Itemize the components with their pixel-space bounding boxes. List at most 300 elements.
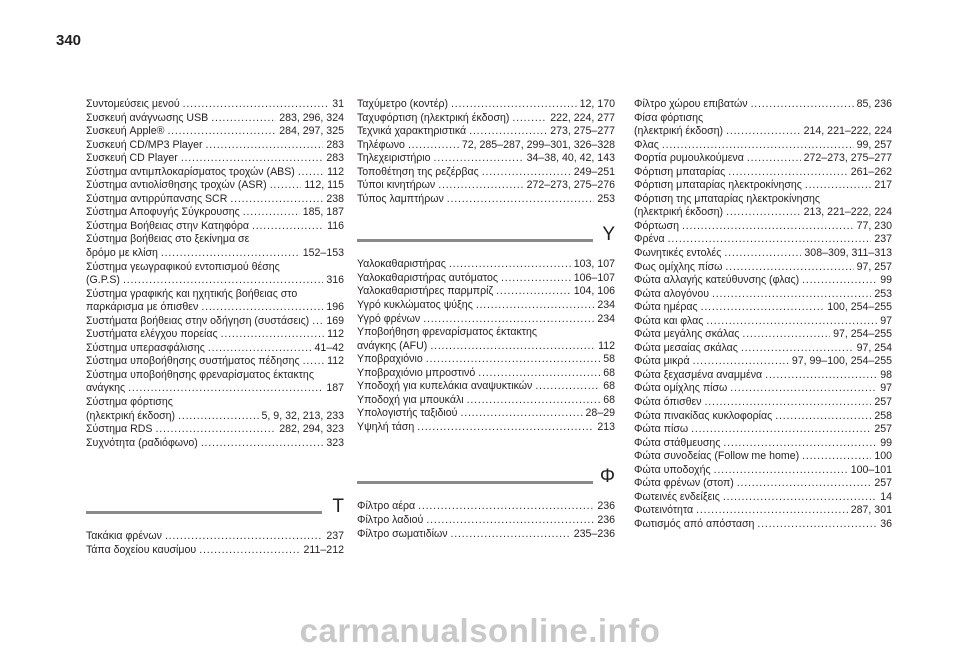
entry-pages: 104, 106 [573, 285, 615, 298]
entry-term: Σύστημα υπερασφάλισης [86, 341, 205, 354]
entry-pages: 236 [597, 500, 615, 513]
dot-leader [805, 179, 871, 193]
entry-term: (ηλεκτρική έκδοση) [634, 125, 724, 138]
entry-pages: 77, 230 [856, 219, 892, 232]
index-entry [357, 380, 615, 394]
entry-term: Φώτα μικρά [634, 355, 690, 368]
dot-leader [183, 98, 330, 112]
dot-leader [691, 423, 871, 437]
index-entry [634, 152, 892, 166]
section-header-t [86, 482, 344, 530]
dot-leader [737, 477, 872, 491]
dot-leader [206, 139, 324, 153]
index-entry [86, 166, 344, 180]
dot-leader [535, 380, 600, 394]
entry-pages: 85, 236 [856, 98, 892, 110]
entry-pages: 103, 107 [573, 258, 615, 271]
dot-leader [156, 423, 277, 437]
entry-pages: 185, 187 [302, 206, 344, 219]
entry-pages: 36 [880, 517, 892, 530]
entry-term: Υπολογιστής ταξιδιού [357, 407, 458, 420]
index-entry [357, 258, 615, 272]
section-letter: T [332, 496, 344, 518]
dot-leader [682, 220, 854, 234]
entry-term: Σύστημα αντιρρύπανσης SCR [86, 192, 228, 205]
entry-pages: 273, 275–277 [550, 125, 615, 138]
index-entry [634, 355, 892, 369]
page-number: 340 [56, 32, 82, 49]
index-entry [357, 313, 615, 327]
index-entry [357, 152, 615, 166]
entry-line: Φίσα φόρτισης [634, 111, 704, 124]
index-entry [634, 274, 892, 288]
index-entry [634, 301, 892, 315]
dot-leader [476, 299, 595, 313]
entry-pages: 97, 99–100, 254–255 [791, 355, 892, 368]
dot-leader [423, 313, 594, 327]
dot-leader [467, 394, 601, 408]
index-entry [86, 382, 344, 396]
dot-leader [460, 407, 582, 421]
entry-pages: 97, 257 [856, 260, 892, 273]
entry-term: Ταχυφόρτιση (ηλεκτρική έκδοση) [357, 111, 510, 124]
entry-term: Φως ομίχλης πίσω [634, 260, 723, 273]
entry-term: παρκάρισμα με όπισθεν [86, 301, 199, 314]
index-entry [86, 98, 344, 112]
index-entry [86, 328, 344, 342]
index-entry [86, 342, 344, 356]
index-column-1 [86, 98, 344, 557]
section-header-y [357, 210, 615, 258]
entry-pages: 213 [597, 420, 615, 433]
entry-term: Φλας [634, 138, 659, 151]
dot-leader [765, 369, 877, 383]
index-entry [86, 139, 344, 153]
entry-term: Φωτεινότητα [634, 504, 694, 517]
index-entry [634, 315, 892, 329]
entry-term: Φίλτρο χώρου επιβατών [634, 98, 748, 110]
index-entry [357, 514, 615, 528]
watermark: carmanualsonline.info [299, 612, 661, 649]
dot-leader [451, 528, 571, 542]
dot-leader [726, 206, 801, 220]
index-entry [357, 112, 615, 126]
entry-term: (ηλεκτρική έκδοση) [634, 206, 724, 219]
entry-line: Φόρτιση της μπαταρίας ηλεκτροκίνησης [634, 192, 821, 205]
entry-pages: 28–29 [585, 407, 615, 420]
entry-pages: 97 [880, 382, 892, 395]
entry-term: Ταχύμετρο (κοντέρ) [357, 98, 449, 110]
entry-term: Συστήματα ελέγχου πορείας [86, 328, 218, 341]
dot-leader [208, 342, 312, 356]
entry-pages: 68 [603, 366, 615, 379]
entry-term: Φωτεινές ενδείξεις [634, 490, 720, 503]
index-entry [86, 112, 344, 126]
index-entry [357, 272, 615, 286]
entry-pages: 234 [597, 312, 615, 325]
dot-leader [312, 315, 323, 329]
index-entry [634, 206, 892, 220]
index-entry [86, 193, 344, 207]
dot-leader [696, 504, 848, 518]
entry-pages: 283 [326, 152, 344, 165]
entry-term: Υποδοχή για κυπελάκια αναψυκτικών [357, 380, 533, 393]
entry-pages: 211–212 [303, 543, 344, 556]
entry-pages: 112 [598, 339, 615, 352]
entry-pages: 284, 297, 325 [279, 125, 344, 138]
entry-term: (ηλεκτρική έκδοση) [86, 409, 176, 422]
dot-leader [693, 355, 789, 369]
dot-leader [128, 382, 323, 396]
dot-leader [724, 247, 801, 261]
dot-leader [165, 530, 323, 544]
entry-group [357, 353, 615, 434]
dot-leader [426, 514, 594, 528]
entry-term: Φώτα μεγάλης σκάλας [634, 328, 740, 341]
entry-term: Συσκευή CD Player [86, 152, 178, 165]
dot-leader [723, 437, 877, 451]
entry-pages: 41–42 [314, 341, 344, 354]
dot-leader [161, 247, 300, 261]
entry-pages: 237 [326, 530, 344, 543]
entry-pages: 112 [327, 355, 344, 368]
entry-term: Συντομεύσεις μενού [86, 98, 180, 110]
dot-leader [802, 450, 871, 464]
entry-pages: 99 [880, 436, 892, 449]
entry-group [86, 98, 344, 233]
dot-leader [478, 367, 600, 381]
dot-leader [501, 272, 571, 286]
entry-term: Συχνότητα (ραδιόφωνο) [86, 436, 198, 449]
index-entry [86, 423, 344, 437]
dot-leader [668, 233, 872, 247]
index-entry [634, 437, 892, 451]
entry-pages: 112 [327, 328, 344, 341]
dot-leader [714, 464, 848, 478]
entry-line: Σύστημα βοήθειας στο ξεκίνημα σε [86, 233, 250, 246]
entry-pages: 97, 254 [856, 341, 892, 354]
entry-term: Σύστημα RDS [86, 423, 153, 436]
entry-pages: 116 [327, 219, 344, 232]
entry-term: Φορτία ρυμουλκούμενα [634, 152, 744, 165]
entry-pages: 283 [326, 138, 344, 151]
entry-group [357, 258, 615, 326]
entry-term: Φώτα ημέρας [634, 301, 698, 314]
index-entry [634, 342, 892, 356]
entry-pages: 98 [880, 368, 892, 381]
dot-leader [775, 410, 871, 424]
dot-leader [178, 410, 258, 424]
dot-leader [201, 301, 323, 315]
entry-term: Φίλτρο αέρα [357, 500, 416, 513]
dot-leader [728, 166, 847, 180]
dot-leader [123, 274, 323, 288]
index-entry [357, 528, 615, 542]
entry-pages: 97 [880, 314, 892, 327]
dot-leader [723, 491, 877, 505]
entry-term: Υποβραχιόνιο [357, 353, 423, 366]
entry-term: Σύστημα Βοήθειας στην Κατηφόρα [86, 219, 250, 232]
index-entry [357, 353, 615, 367]
index-entry [357, 125, 615, 139]
entry-term: Σύστημα υποβοήθησης συστήματος πέδησης [86, 355, 300, 368]
entry-pages: 257 [874, 396, 892, 409]
entry-pages: 112 [327, 165, 344, 178]
entry-term: ανάγκης (AFU) [357, 339, 428, 352]
entry-pages: 34–38, 40, 42, 143 [526, 152, 615, 165]
entry-line: Σύστημα γραφικής και ηχητικής βοήθειας στο [86, 287, 298, 300]
dot-leader [496, 285, 571, 299]
index-entry [634, 504, 892, 518]
entry-term: Φίλτρο λαδιού [357, 514, 424, 527]
index-entry [634, 423, 892, 437]
dot-leader [447, 193, 595, 207]
entry-pages: 234 [597, 299, 615, 312]
dot-leader [482, 166, 571, 180]
index-entry [634, 369, 892, 383]
entry-pages: 112, 115 [304, 179, 344, 192]
entry-pages: 222, 224, 277 [550, 111, 615, 124]
entry-pages: 14 [880, 490, 892, 503]
entry-term: Υγρό κυκλώματος ψύξης [357, 299, 473, 312]
entry-term: δρόμο με κλίση [86, 247, 158, 260]
entry-pages: 12, 170 [579, 98, 615, 110]
entry-term: Υαλοκαθαριστήρας [357, 258, 446, 271]
index-entry [634, 125, 892, 139]
entry-term: Συσκευή CD/MP3 Player [86, 138, 203, 151]
section-rule [86, 511, 322, 514]
index-entry [634, 450, 892, 464]
entry-term: Συσκευή Apple® [86, 125, 165, 138]
entry-term: Φώτα στάθμευσης [634, 436, 721, 449]
entry-term: Υποδοχή για μπουκάλι [357, 393, 464, 406]
dot-leader [742, 328, 830, 342]
entry-pages: 272–273, 275–276 [526, 179, 615, 192]
index-entry [86, 544, 344, 558]
index-entry [86, 530, 344, 544]
entry-term: Τάπα δοχείου καυσίμου [86, 543, 197, 556]
dot-leader [712, 288, 871, 302]
entry-term: Φώτα πινακίδας κυκλοφορίας [634, 409, 773, 422]
entry-term: Τύπος λαμπτήρων [357, 192, 444, 205]
entry-pages: 283, 296, 324 [279, 111, 344, 124]
entry-group [86, 423, 344, 450]
dot-leader [181, 152, 324, 166]
entry-pages: 253 [597, 192, 615, 205]
entry-group [357, 500, 615, 541]
entry-pages: 100 [874, 450, 892, 463]
dot-leader [221, 328, 324, 342]
entry-pages: 169 [326, 314, 344, 327]
entry-term: Φώτα μεσαίας σκάλας [634, 341, 738, 354]
entry-pages: 187 [326, 382, 344, 395]
entry-group [86, 315, 344, 369]
index-entry [357, 166, 615, 180]
entry-term: Τοποθέτηση της ρεζέρβας [357, 165, 479, 178]
entry-pages: 68 [603, 393, 615, 406]
index-entry [634, 410, 892, 424]
entry-pages: 99 [880, 274, 892, 287]
entry-term: Φώτα υποδοχής [634, 463, 711, 476]
index-entry [634, 518, 892, 532]
dot-leader [201, 437, 324, 451]
index-entry [86, 315, 344, 329]
index-entry [86, 355, 344, 369]
entry-term: Φώτα πίσω [634, 423, 689, 436]
entry-pages: 257 [874, 477, 892, 490]
entry-pages: 58 [603, 353, 615, 366]
entry-pages: 249–251 [573, 165, 615, 178]
dot-leader [726, 125, 801, 139]
index-entry [634, 464, 892, 478]
entry-line: Υποβοήθηση φρεναρίσματος έκτακτης [357, 326, 537, 339]
entry-term: Φώτα φρένων (στοπ) [634, 477, 734, 490]
section-header-f [357, 452, 615, 500]
entry-pages: 72, 285–287, 299–301, 326–328 [461, 138, 615, 151]
entry-term: Συσκευή ανάγνωσης USB [86, 111, 209, 124]
dot-leader [662, 139, 854, 153]
entry-term: Υψηλή τάση [357, 420, 415, 433]
entry-pages: 152–153 [302, 247, 344, 260]
entry-pages: 213, 221–222, 224 [803, 206, 892, 219]
dot-leader [426, 353, 600, 367]
index-entry [86, 125, 344, 139]
index-entry [357, 98, 615, 112]
dot-leader [243, 206, 300, 220]
entry-pages: 261–262 [850, 165, 892, 178]
index-column-2 [357, 98, 615, 541]
section-rule [357, 481, 593, 484]
dot-leader [408, 139, 459, 153]
index-entry [634, 220, 892, 234]
entry-pages: 31 [332, 98, 344, 110]
index-entry [634, 328, 892, 342]
section-rule [357, 239, 593, 242]
entry-term: ανάγκης [86, 382, 126, 395]
entry-term: Φώτα ξεχασμένα αναμμένα [634, 368, 763, 381]
index-entry [86, 247, 344, 261]
entry-pages: 308–309, 311–313 [804, 247, 892, 260]
index-entry [634, 247, 892, 261]
entry-pages: 97, 254–255 [833, 328, 892, 341]
entry-term: Σύστημα Αποφυγής Σύγκρουσης [86, 206, 240, 219]
index-entry [86, 220, 344, 234]
entry-term: Τηλέφωνο [357, 138, 405, 151]
entry-pages: 236 [597, 514, 615, 527]
entry-term: Συστήματα βοήθειας στην οδήγηση (συστάσεις) [86, 314, 310, 327]
index-entry [357, 285, 615, 299]
index-entry [634, 98, 892, 112]
entry-group [634, 220, 892, 532]
section-letter: Φ [599, 466, 615, 488]
entry-pages: 214, 221–222, 224 [803, 125, 892, 138]
index-entry [357, 193, 615, 207]
dot-leader [270, 179, 302, 193]
entry-line: Σύστημα υποβοήθησης φρεναρίσματος έκτακτης [86, 368, 314, 381]
entry-term: Φώτα όπισθεν [634, 396, 702, 409]
entry-term: Υαλοκαθαριστήρας αυτόματος [357, 271, 499, 284]
entry-pages: 282, 294, 323 [279, 423, 344, 436]
entry-term: Φώτα και φλας [634, 314, 704, 327]
index-entry [357, 421, 615, 435]
dot-leader [303, 355, 324, 369]
dot-leader [757, 518, 877, 532]
entry-pages: 100, 254–255 [827, 301, 892, 314]
index-entry [86, 206, 344, 220]
entry-pages: 99, 257 [856, 138, 892, 151]
entry-term: Φόρτωση [634, 219, 679, 232]
dot-leader [167, 125, 276, 139]
entry-pages: 100–101 [850, 463, 892, 476]
entry-term: Φόρτιση μπαταρίας [634, 165, 726, 178]
entry-term: Φρένα [634, 233, 665, 246]
entry-term: Φωτισμός από απόσταση [634, 517, 755, 530]
entry-group [357, 98, 615, 206]
index-entry [86, 301, 344, 315]
entry-term: Σύστημα αντιμπλοκαρίσματος τροχών (ABS) [86, 165, 295, 178]
entry-pages: 235–236 [573, 527, 615, 540]
dot-leader [298, 166, 324, 180]
index-entry [357, 394, 615, 408]
index-entry [357, 340, 615, 354]
index-entry [86, 179, 344, 193]
entry-term: Υαλοκαθαριστήρες παρμπρίζ [357, 285, 494, 298]
entry-pages: 323 [326, 436, 344, 449]
entry-pages: 287, 301 [850, 504, 892, 517]
dot-leader [230, 193, 323, 207]
index-column-3 [634, 98, 892, 532]
dot-leader [725, 261, 853, 275]
dot-leader [701, 301, 825, 315]
entry-pages: 238 [326, 192, 344, 205]
index-entry [357, 500, 615, 514]
entry-term: Φωνητικές εντολές [634, 247, 722, 260]
entry-pages: 196 [326, 301, 344, 314]
index-entry [634, 288, 892, 302]
entry-term: Φώτα αλλαγής κατεύθυνσης (φλας) [634, 274, 800, 287]
entry-term: Τύποι κινητήρων [357, 179, 436, 192]
entry-pages: 258 [874, 409, 892, 422]
dot-leader [451, 98, 577, 112]
dot-leader [512, 112, 547, 126]
index-entry [86, 437, 344, 451]
index-entry [634, 396, 892, 410]
index-entry [86, 274, 344, 288]
dot-leader [469, 125, 547, 139]
dot-leader [802, 274, 877, 288]
entry-term: Φώτα ομίχλης πίσω [634, 382, 728, 395]
dot-leader [730, 382, 877, 396]
entry-term: Φόρτιση μπαταρίας ηλεκτροκίνησης [634, 179, 802, 192]
dot-leader [751, 98, 854, 112]
index-entry [357, 139, 615, 153]
dot-leader [706, 315, 877, 329]
entry-term: Υποβραχιόνιο μπροστινό [357, 366, 476, 379]
entry-term: Τακάκια φρένων [86, 530, 162, 543]
index-entry [634, 477, 892, 491]
entry-term: Τηλεχειριστήριο [357, 152, 431, 165]
entry-pages: 68 [603, 380, 615, 393]
entry-pages: 272–273, 275–277 [803, 152, 892, 165]
entry-pages: 217 [874, 179, 892, 192]
index-entry [634, 382, 892, 396]
index-entry [634, 261, 892, 275]
entry-pages: 253 [874, 287, 892, 300]
entry-line: Σύστημα γεωγραφικού εντοπισμού θέσης [86, 260, 280, 273]
entry-pages: 106–107 [573, 271, 615, 284]
index-entry [357, 299, 615, 313]
section-letter: Y [602, 224, 615, 246]
